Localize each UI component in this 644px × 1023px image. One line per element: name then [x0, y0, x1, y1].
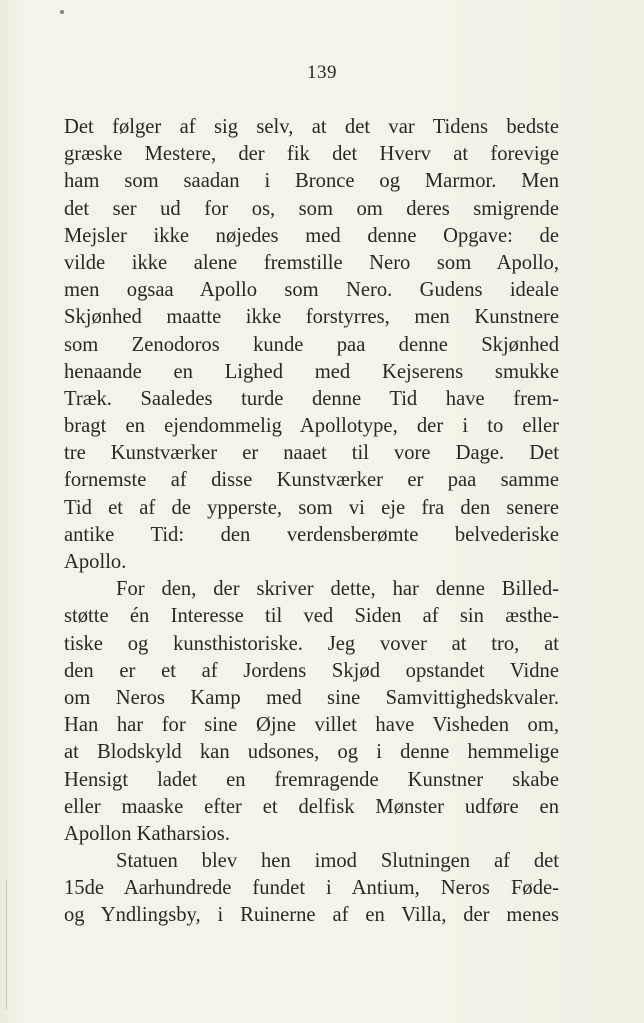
text-line: 15de Aarhundrede fundet i Antium, Neros Føde-: [64, 877, 559, 900]
ink-speck: [60, 10, 64, 14]
text-line: tiske og kunsthistoriske. Jeg vover at tro, at: [64, 632, 559, 655]
text-line: vilde ikke alene fremstille Nero som Apollo,: [64, 251, 559, 274]
text-line: støtte én Interesse til ved Siden af sin æsthe-: [64, 605, 559, 628]
text-line: eller maaske efter et delfisk Mønster udføre en: [64, 795, 559, 818]
page-number: 139: [307, 62, 337, 83]
text-line: og Yndlingsby, i Ruinerne af en Villa, der menes: [64, 904, 559, 927]
text-line: Tid et af de ypperste, som vi eje fra den senere: [64, 496, 559, 519]
text-line: Skjønhed maatte ikke forstyrres, men Kunstnere: [64, 306, 559, 329]
text-line: ham som saadan i Bronce og Marmor. Men: [64, 170, 559, 193]
text-line: Han har for sine Øjne villet have Visheden om,: [64, 714, 559, 737]
text-line: Træk. Saaledes turde denne Tid have frem-: [64, 387, 559, 410]
body-text: [64, 114, 559, 930]
text-line: Hensigt ladet en fremragende Kunstner skabe: [64, 768, 559, 791]
text-line: Statuen blev hen imod Slutningen af det: [116, 850, 559, 873]
text-line: For den, der skriver dette, har denne Billed-: [116, 578, 559, 601]
text-line: som Zenodoros kunde paa denne Skjønhed: [64, 333, 559, 356]
text-line: Det følger af sig selv, at det var Tidens bedste: [64, 116, 559, 138]
text-line: tre Kunstværker er naaet til vore Dage. Det: [64, 442, 559, 465]
text-line: det ser ud for os, som om deres smigrende: [64, 197, 559, 220]
text-line: at Blodskyld kan udsones, og i denne hemmelige: [64, 741, 559, 764]
text-line: den er et af Jordens Skjød opstandet Vidne: [64, 659, 559, 682]
text-line: henaande en Lighed med Kejserens smukke: [64, 360, 559, 383]
text-line: Mejsler ikke nøjedes med denne Opgave: de: [64, 224, 559, 247]
text-line: græske Mestere, der fik det Hverv at forevige: [64, 143, 559, 166]
text-line: Apollon Katharsios.: [64, 822, 230, 845]
text-line: men ogsaa Apollo som Nero. Gudens ideale: [64, 279, 559, 302]
text-line: om Neros Kamp med sine Samvittighedskvaler.: [64, 686, 559, 709]
text-line: Apollo.: [64, 551, 127, 573]
text-line: fornemste af disse Kunstværker er paa samme: [64, 469, 559, 492]
page-edge-mark: [6, 880, 7, 1010]
text-line: antike Tid: den verdensberømte belvederiske: [64, 523, 559, 546]
text-line: bragt en ejendommelig Apollotype, der i to eller: [64, 415, 559, 438]
